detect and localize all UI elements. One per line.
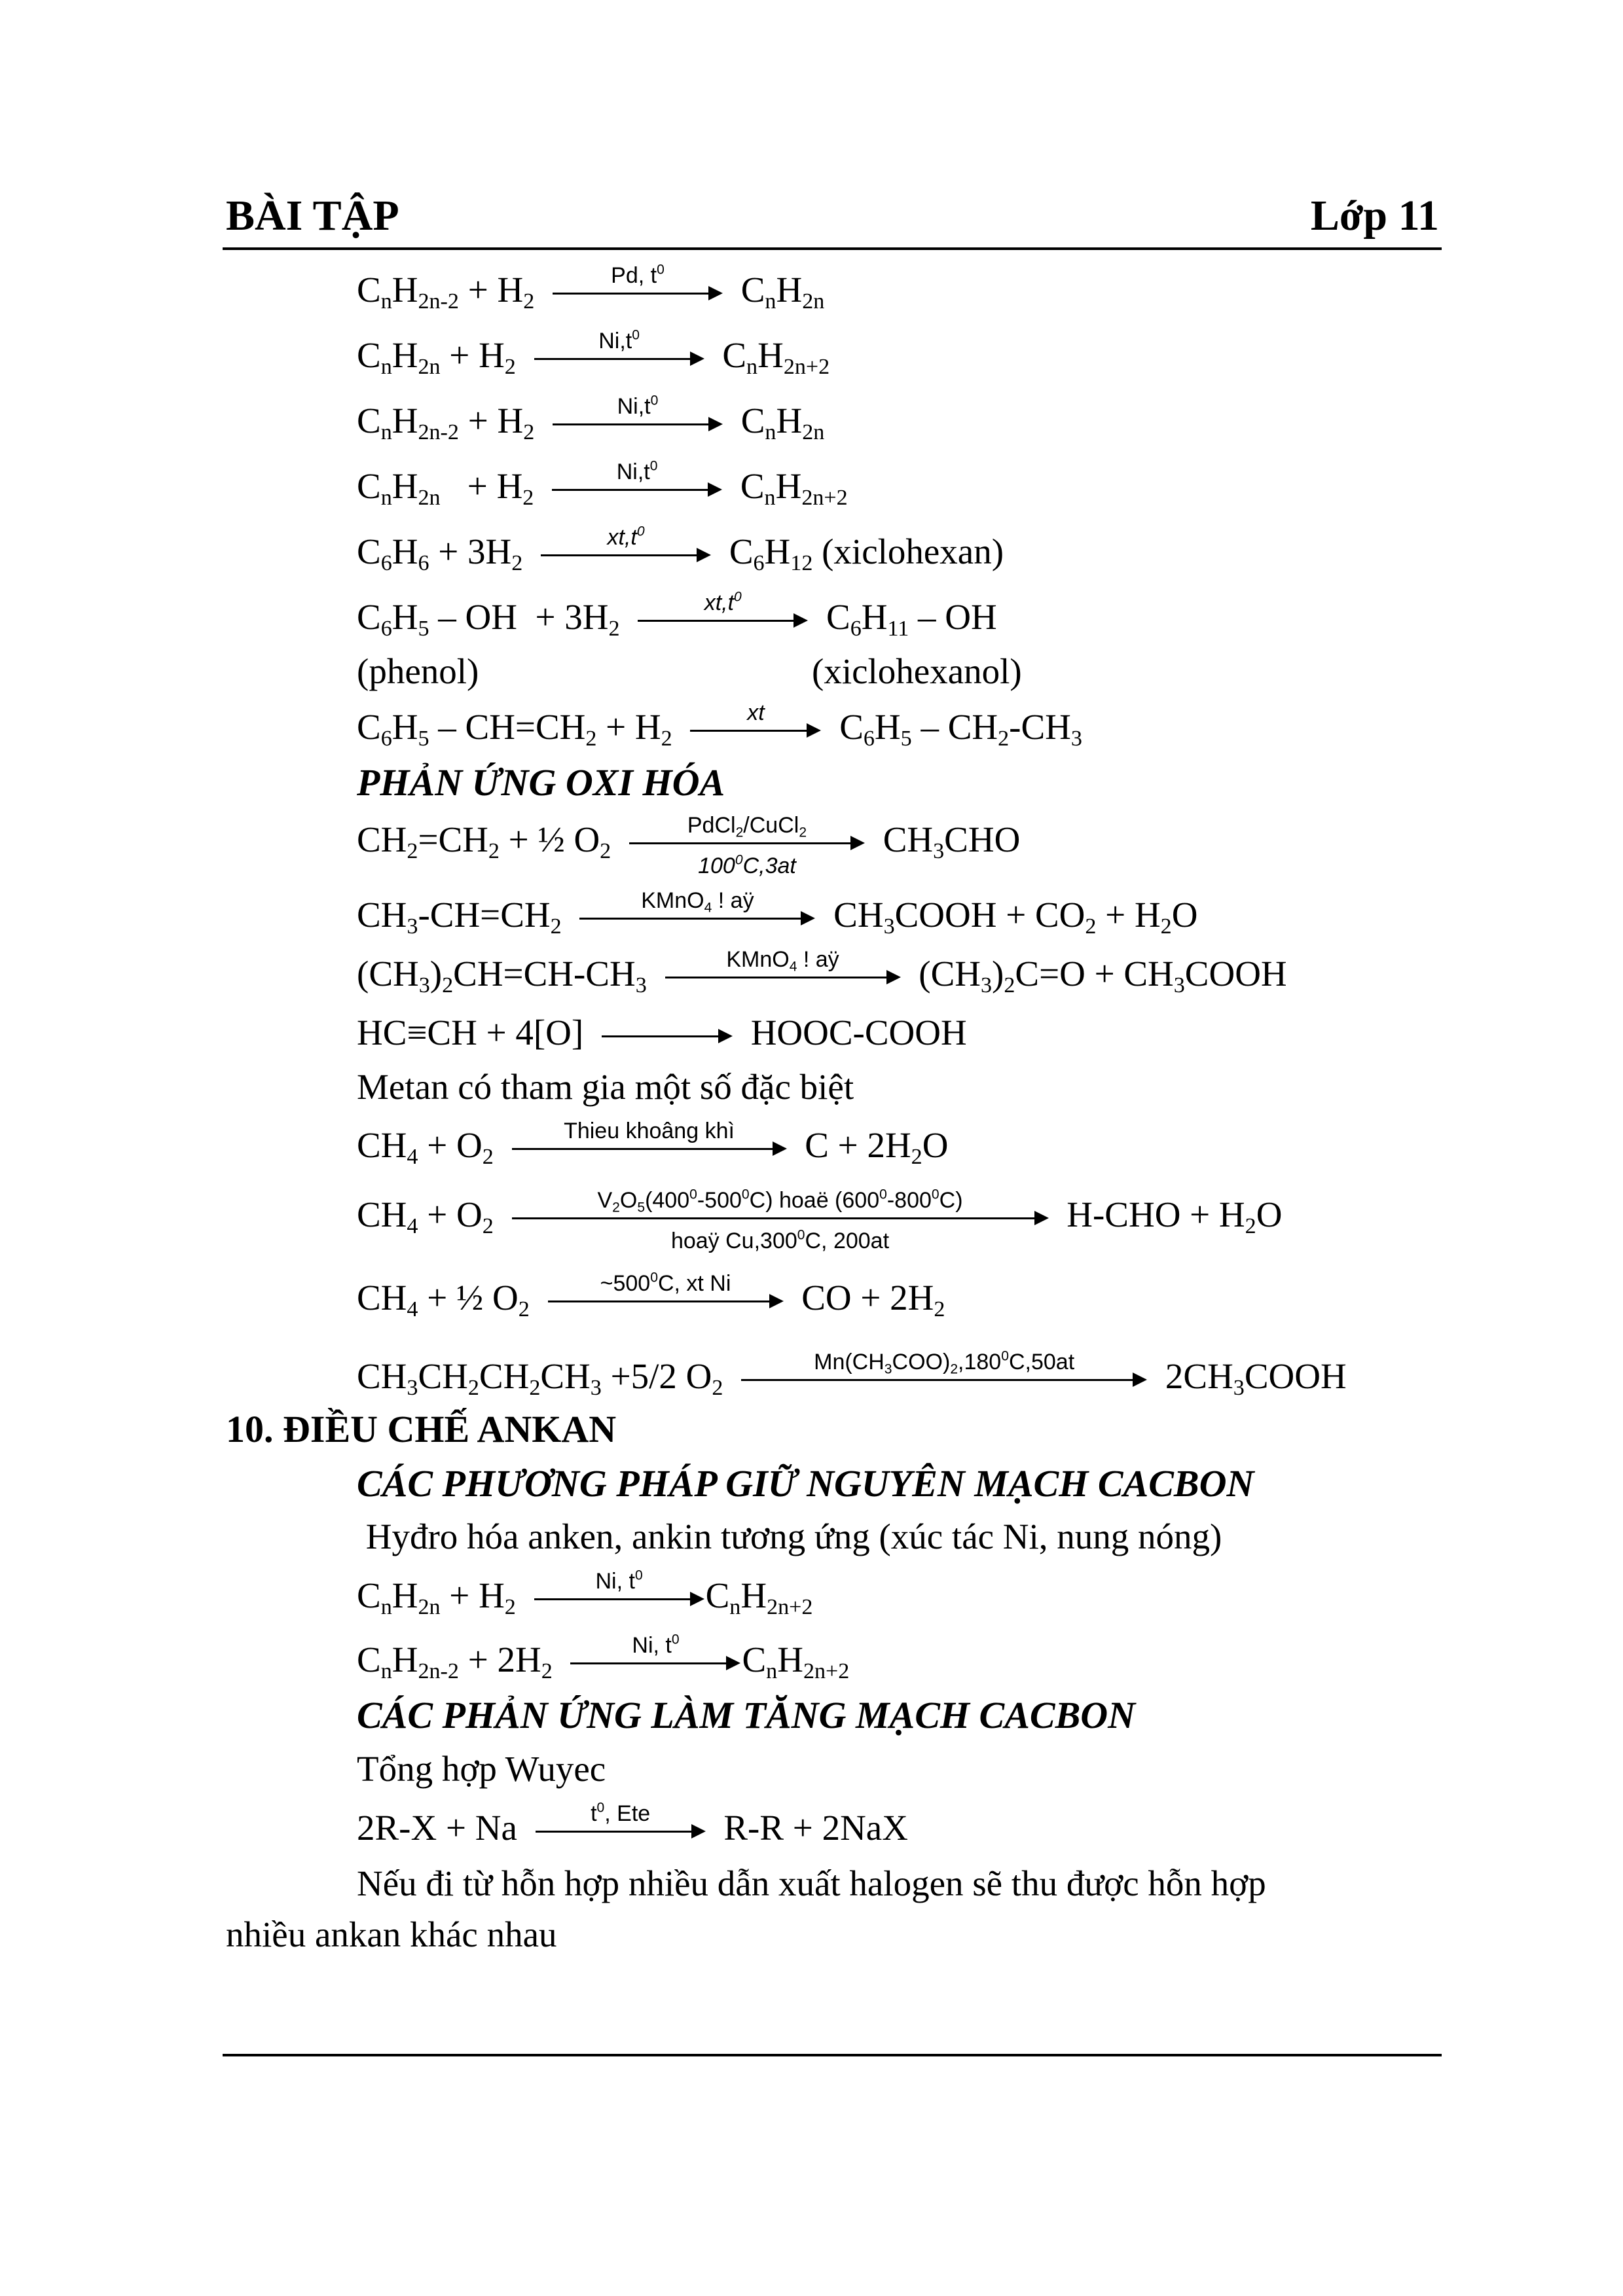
equation-benzene-hydrogenation: $C_6H_6 + 3H_2$ $xt,t^0$ $C_6H_{12}$ (xiclohexan) [357, 524, 1004, 576]
reaction-arrow: $\sim 500^0C$, xt Ni [548, 1282, 784, 1321]
header-grade: Lớp 11 [1310, 192, 1439, 240]
reaction-arrow: xt [690, 711, 821, 750]
equation-alkyne-to-alkene-pd: $C_nH_{2n-2} + H_2$ Pd, $t^0$ $C_nH_{2n}$ [357, 262, 825, 314]
header-title: BÀI TẬP [226, 192, 399, 240]
equation-butane-oxidation: $CH_3CH_2CH_2CH_3 +5/2$ $O_2$ $Mn(CH_3COO)_2,180^0C,50at$ $2CH_3COOH$ [357, 1348, 1347, 1401]
equation-ethylene-oxidation: $CH_2=CH_2$ + ½ $O_2$ PdCl$_2$/CuCl$_2$ $100^0C,3at$ $CH_3CHO$ [357, 813, 1021, 879]
compound-name-xiclohexanol: (xiclohexanol) [812, 651, 1022, 691]
equation-acetylene-oxidation: HC≡CH + 4[O] HOOC-COOH [357, 1014, 967, 1056]
equation-methylbutene-oxidation: $(CH_3)_2CH=CH-CH_3$ KMnO$_4$ ! aÿ $(CH_3)_2C=O$ + $CH_3COOH$ [357, 947, 1287, 998]
equation-alkene-to-alkane-2: $C_nH_{2n} + H_2$ $Ni,t^0$ $C_nH_{2n+2}$ [357, 458, 848, 511]
equation-alkyne-hydrogenation: $C_nH_{2n-2} + 2H_2$ Ni, $t^0$ $C_nH_{2n+2}$ [357, 1632, 850, 1684]
equation-methane-limited-air: $CH_4 + O_2$ Thieu khoâng khì $C + 2H_2O$ [357, 1119, 949, 1170]
equation-methane-partial-oxidation: $CH_4$ + ½ $O_2$ $\sim 500^0C$, xt Ni CO + $2H_2$ [357, 1270, 945, 1322]
footer-rule [223, 2054, 1442, 2056]
reaction-arrow: PdCl$_2$/CuCl$_2$ $100^0C,3at$ [629, 823, 865, 863]
reaction-arrow: $Ni,t^0$ [553, 404, 723, 444]
heading-extend-carbon-chain: CÁC PHẢN ỨNG LÀM TĂNG MẠCH CACBON [357, 1694, 1136, 1736]
text-wurtz-synthesis: Tổng hợp Wuyec [357, 1749, 606, 1789]
paragraph-line-2: nhiều ankan khác nhau [226, 1914, 557, 1954]
compound-name-phenol: (phenol) [357, 651, 479, 691]
reaction-arrow: $V_2O_5(400^0-500^0C)$ hoaë $(600^0-800^0C)$ hoaÿ Cu,300$^0$C, 200at [512, 1198, 1049, 1238]
reaction-arrow: KMnO$_4$ ! aÿ [579, 899, 815, 938]
methane-note: Metan có tham gia một số đặc biệt [357, 1067, 854, 1107]
reaction-arrow: Pd, $t^0$ [553, 274, 723, 313]
text-hydrogenation-note: Hyđro hóa anken, ankin tương ứng (xúc tác Ni, nung nóng) [357, 1516, 1222, 1556]
heading-keep-carbon-chain: CÁC PHƯƠNG PHÁP GIỮ NGUYÊN MẠCH CACBON [357, 1462, 1254, 1505]
reaction-arrow: Thieu khoâng khì [512, 1129, 787, 1168]
reaction-arrow [602, 1016, 733, 1056]
equation-wurtz: 2R-X + Na $t^0$, Ete R-R + 2NaX [357, 1810, 908, 1851]
reaction-arrow: $Ni,t^0$ [534, 339, 704, 378]
reaction-arrow: $t^0$, Ete [536, 1812, 706, 1851]
equation-alkyne-to-alkene-ni: $C_nH_{2n-2} + H_2$ $Ni,t^0$ $C_nH_{2n}$ [357, 393, 825, 445]
equation-phenol-hydrogenation: $C_6H_5$ – OH + $3H_2$ $xt,t^0$ $C_6H_{11}$ – OH [357, 589, 997, 641]
header-rule [223, 247, 1442, 250]
reaction-arrow: KMnO$_4$ ! aÿ [665, 958, 901, 997]
heading-oxidation: PHẢN ỨNG OXI HÓA [357, 761, 725, 804]
reaction-arrow: $Mn(CH_3COO)_2,180^0C,50at$ [741, 1360, 1147, 1399]
reaction-arrow: $xt,t^0$ [638, 601, 808, 640]
reaction-arrow: $Ni,t^0$ [552, 470, 722, 509]
page-header [226, 191, 1439, 250]
equation-styrene-hydrogenation: $C_6H_5 - CH=CH_2 + H_2$ xt $C_6H_5 - CH_2-CH_3$ [357, 700, 1082, 751]
reaction-arrow: Ni, $t^0$ [534, 1579, 704, 1619]
equation-methane-to-formaldehyde: $CH_4 + O_2$ $V_2O_5(400^0-500^0C)$ hoaë $(600^0-800^0C)$ hoaÿ Cu,300$^0$C, 200at $H-CHO + H_2O$ [357, 1187, 1283, 1254]
section-title-10: 10. ĐIỀU CHẾ ANKAN [226, 1408, 617, 1450]
equation-alkene-to-alkane: $C_nH_{2n} + H_2$ $Ni,t^0$ $C_nH_{2n+2}$ [357, 327, 830, 380]
reaction-arrow: $xt,t^0$ [541, 535, 711, 575]
equation-propene-oxidation: $CH_3-CH=CH_2$ KMnO$_4$ ! aÿ $CH_3COOH + CO_2 + H_2O$ [357, 888, 1198, 939]
paragraph-line-1: Nếu đi từ hỗn hợp nhiều dẫn xuất halogen sẽ thu được hỗn hợp [357, 1863, 1266, 1903]
equation-alkene-hydrogenation: $C_nH_{2n} + H_2$ Ni, $t^0$ $C_nH_{2n+2}$ [357, 1568, 813, 1620]
reaction-arrow: Ni, $t^0$ [570, 1643, 740, 1683]
